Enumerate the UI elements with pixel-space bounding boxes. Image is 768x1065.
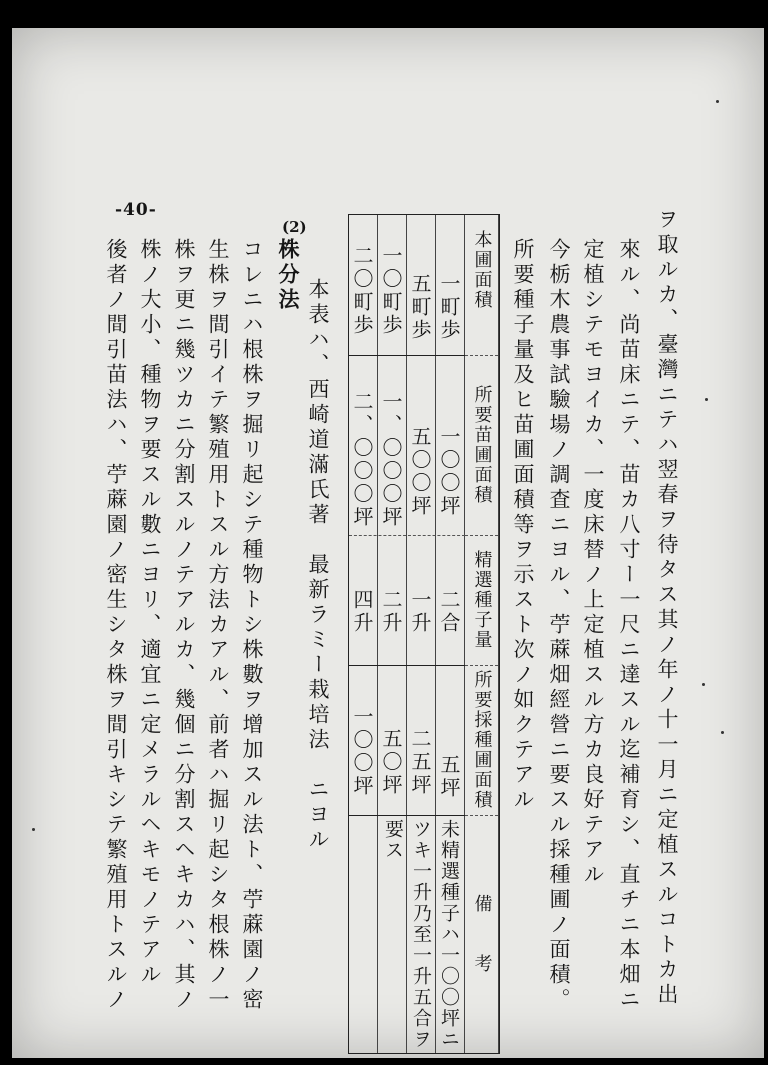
table-cell: 一町歩 bbox=[437, 272, 461, 342]
table-cell: 一〇〇坪 bbox=[350, 706, 374, 798]
table-cell: 一〇町歩 bbox=[379, 245, 403, 337]
text-column: 生株ヲ間引イテ繁殖用トスル方法カアル、前者ハ掘リ起シタ根株ノ一 bbox=[206, 238, 230, 1013]
table-cell: 五坪 bbox=[437, 754, 461, 800]
table-cell: 五町歩 bbox=[408, 272, 432, 342]
table-header-column bbox=[465, 215, 499, 1053]
header-nursery-area: 所要苗圃面積 bbox=[471, 385, 493, 505]
table-cell: 四升 bbox=[350, 589, 374, 635]
header-seed-amount: 精選種子量 bbox=[471, 550, 493, 650]
text-column: 所要種子量及ヒ苗圃面積等ヲ示スト次ノ如クテアル bbox=[511, 238, 535, 813]
text-column: ヲ取ルカ、臺灣ニテハ翌春ヲ待タス其ノ年ノ十一月ニ定植スルコトカ出 bbox=[655, 208, 679, 1008]
page-number: -40- bbox=[115, 200, 157, 220]
header-main-field-area: 本圃面積 bbox=[471, 230, 493, 310]
document-page bbox=[12, 28, 764, 1058]
table-cell: 二合 bbox=[437, 589, 461, 635]
table-remarks-note: 未精選種子ハ一〇〇坪ニツキ一升乃至一升五合ヲ要ス bbox=[382, 819, 460, 1050]
table-cell: 一〇〇坪 bbox=[437, 426, 461, 518]
table-cell: 二升 bbox=[379, 589, 403, 635]
table-cell: 一、〇〇〇坪 bbox=[379, 390, 403, 529]
text-column: 定植シテモヨイカ、一度床替ノ上定植スル方カ良好テアル bbox=[581, 238, 605, 888]
text-column: コレニハ根株ヲ掘リ起シテ種物トシ株數ヲ增加スル法ト、苧蔴園ノ密 bbox=[240, 238, 264, 1013]
section-heading: 株分法 bbox=[276, 238, 301, 313]
text-column: 來ル、尚苗床ニテ、苗カ八寸ー一尺ニ達スル迄補育シ、直チニ本畑ニ bbox=[617, 238, 641, 1013]
area-table bbox=[348, 214, 500, 1054]
table-cell: 二〇町歩 bbox=[350, 245, 374, 337]
table-source-note: 本表ハ、西崎道滿氏著 最新ラミー栽培法 ニヨル bbox=[306, 278, 330, 853]
table-cell: 二五坪 bbox=[408, 727, 432, 797]
section-number: (2) bbox=[282, 218, 307, 236]
table-cell: 五〇〇坪 bbox=[408, 426, 432, 518]
text-column: 株ヲ更ニ幾ツカニ分割スルノテアルカ、幾個ニ分割スヘキカハ、其ノ bbox=[172, 238, 196, 1013]
header-remarks: 備 考 bbox=[471, 894, 493, 974]
header-seed-field-area: 所要採種圃面積 bbox=[471, 670, 493, 810]
table-cell: 一升 bbox=[408, 589, 432, 635]
text-column: 今栃木農事試驗場ノ調査ニヨル、苧蔴畑經營ニ要スル採種圃ノ面積。 bbox=[547, 238, 571, 1013]
table-cell: 五〇坪 bbox=[379, 727, 403, 797]
text-column: 株ノ大小、種物ヲ要スル數ニヨリ、適宜ニ定メラルヘキモノテアル bbox=[138, 238, 162, 988]
text-column: 後者ノ間引苗法ハ、苧蔴園ノ密生シタ株ヲ間引キシテ繁殖用トスルノ bbox=[104, 238, 128, 1013]
table-cell: 二、〇〇〇坪 bbox=[350, 390, 374, 529]
